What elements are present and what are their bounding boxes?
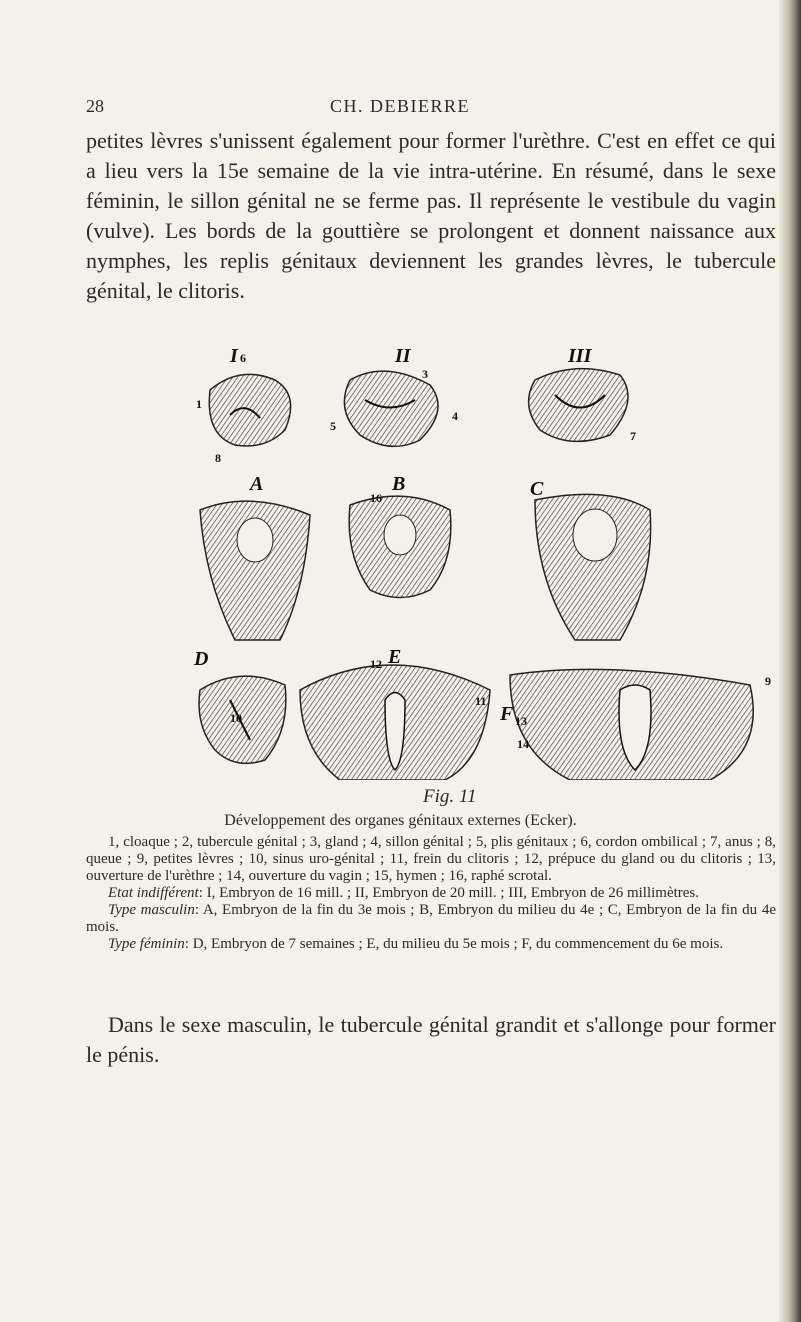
drawing-male-C — [535, 494, 651, 640]
drawing-female-E — [300, 665, 490, 780]
running-title: CH. DEBIERRE — [330, 96, 471, 116]
drawing-stage-II — [344, 371, 438, 446]
drawing-male-B — [349, 496, 451, 597]
figure-title: Développement des organes génitaux externes (Ecker). — [224, 812, 577, 829]
caption-type-masculin — [86, 902, 776, 936]
closing-paragraph: Dans le sexe masculin, le tubercule génital grandit et s'allonge pour former le pénis. — [86, 1012, 776, 1067]
panel-label-III: III — [568, 345, 592, 367]
embryo-figure — [190, 340, 780, 780]
callout-number: 4 — [452, 409, 458, 423]
body-paragraph: petites lèvres s'unissent également pour former l'urèthre. C'est en effet ce qui a lieu vers la 15e semaine de la vie intra-utérine. En résumé, dans le sexe féminin, le sillon génital ne se ferme pas. Il représente le vestibule du vagin (vulve). Les bords de la gouttière se prolongent et donnent naissance aux nymphes, les replis génitaux deviennent les grandes lèvres, le tubercule génital, le clitoris. — [86, 128, 776, 303]
closing-paragraph-block — [86, 1010, 776, 1070]
caption-label: Etat indifférent — [108, 885, 199, 901]
callout-number: 13 — [515, 714, 527, 728]
caption-text: : A, Embryon de la fin du 3e mois ; B, Embryon du milieu du 4e ; C, Embryon de la fin du 4e mois. — [86, 902, 776, 935]
panel-label-II: II — [395, 345, 411, 367]
figure-legend: 1, cloaque ; 2, tubercule génital ; 3, gland ; 4, sillon génital ; 5, plis génitaux ; 6, cordon ombilical ; 7, anus ; 8, queue ; 9, petites lèvres ; 10, sinus uro-génital ; 11, frein du clitoris ; 12, prépuce du gland ou du clitoris ; 13, ouverture de l'urèthre ; 14, ouverture du vagin ; 15, hymen ; 16, raphé scrotal. — [86, 834, 776, 884]
drawing-stage-III — [529, 369, 628, 442]
panel-label-B: B — [392, 473, 406, 495]
callout-number: 11 — [475, 694, 487, 708]
drawing-male-A — [200, 501, 310, 640]
drawing-female-F — [510, 669, 753, 780]
caption-etat-indifferent — [86, 885, 776, 902]
callout-number: 14 — [517, 737, 529, 751]
callout-number: 5 — [330, 419, 336, 433]
drawing-stage-I — [209, 374, 290, 446]
figure-caption — [86, 834, 776, 953]
caption-label: Type masculin — [108, 902, 195, 918]
callout-number: 12 — [370, 657, 382, 671]
callout-number: 9 — [765, 674, 771, 688]
callout-number: 16 — [370, 491, 382, 505]
panel-label-C: C — [530, 478, 544, 500]
callout-number: 10 — [230, 711, 242, 725]
callout-number: 6 — [240, 351, 246, 365]
panel-label-D: D — [194, 648, 209, 670]
callout-number: 8 — [215, 451, 221, 465]
panel-label-E: E — [388, 646, 402, 668]
callout-number: 1 — [196, 397, 202, 411]
panel-label-F: F — [500, 703, 514, 725]
book-binding-edge — [779, 0, 801, 1322]
panel-label-A: A — [250, 473, 264, 495]
figure-number: Fig. 11 — [423, 786, 477, 807]
body-paragraph-block — [86, 126, 776, 306]
caption-label: Type féminin — [108, 936, 185, 952]
caption-text: : I, Embryon de 16 mill. ; II, Embryon de 20 mill. ; III, Embryon de 26 millimètres. — [198, 885, 700, 901]
callout-number: 3 — [422, 367, 428, 381]
callout-number: 7 — [630, 429, 636, 443]
page-number: 28 — [86, 96, 104, 116]
drawing-female-D — [199, 676, 286, 763]
panel-label-I: I — [230, 345, 238, 367]
caption-text: : D, Embryon de 7 semaines ; E, du milieu du 5e mois ; F, du commencement du 6e mois. — [184, 936, 724, 952]
caption-type-feminin — [86, 936, 776, 953]
